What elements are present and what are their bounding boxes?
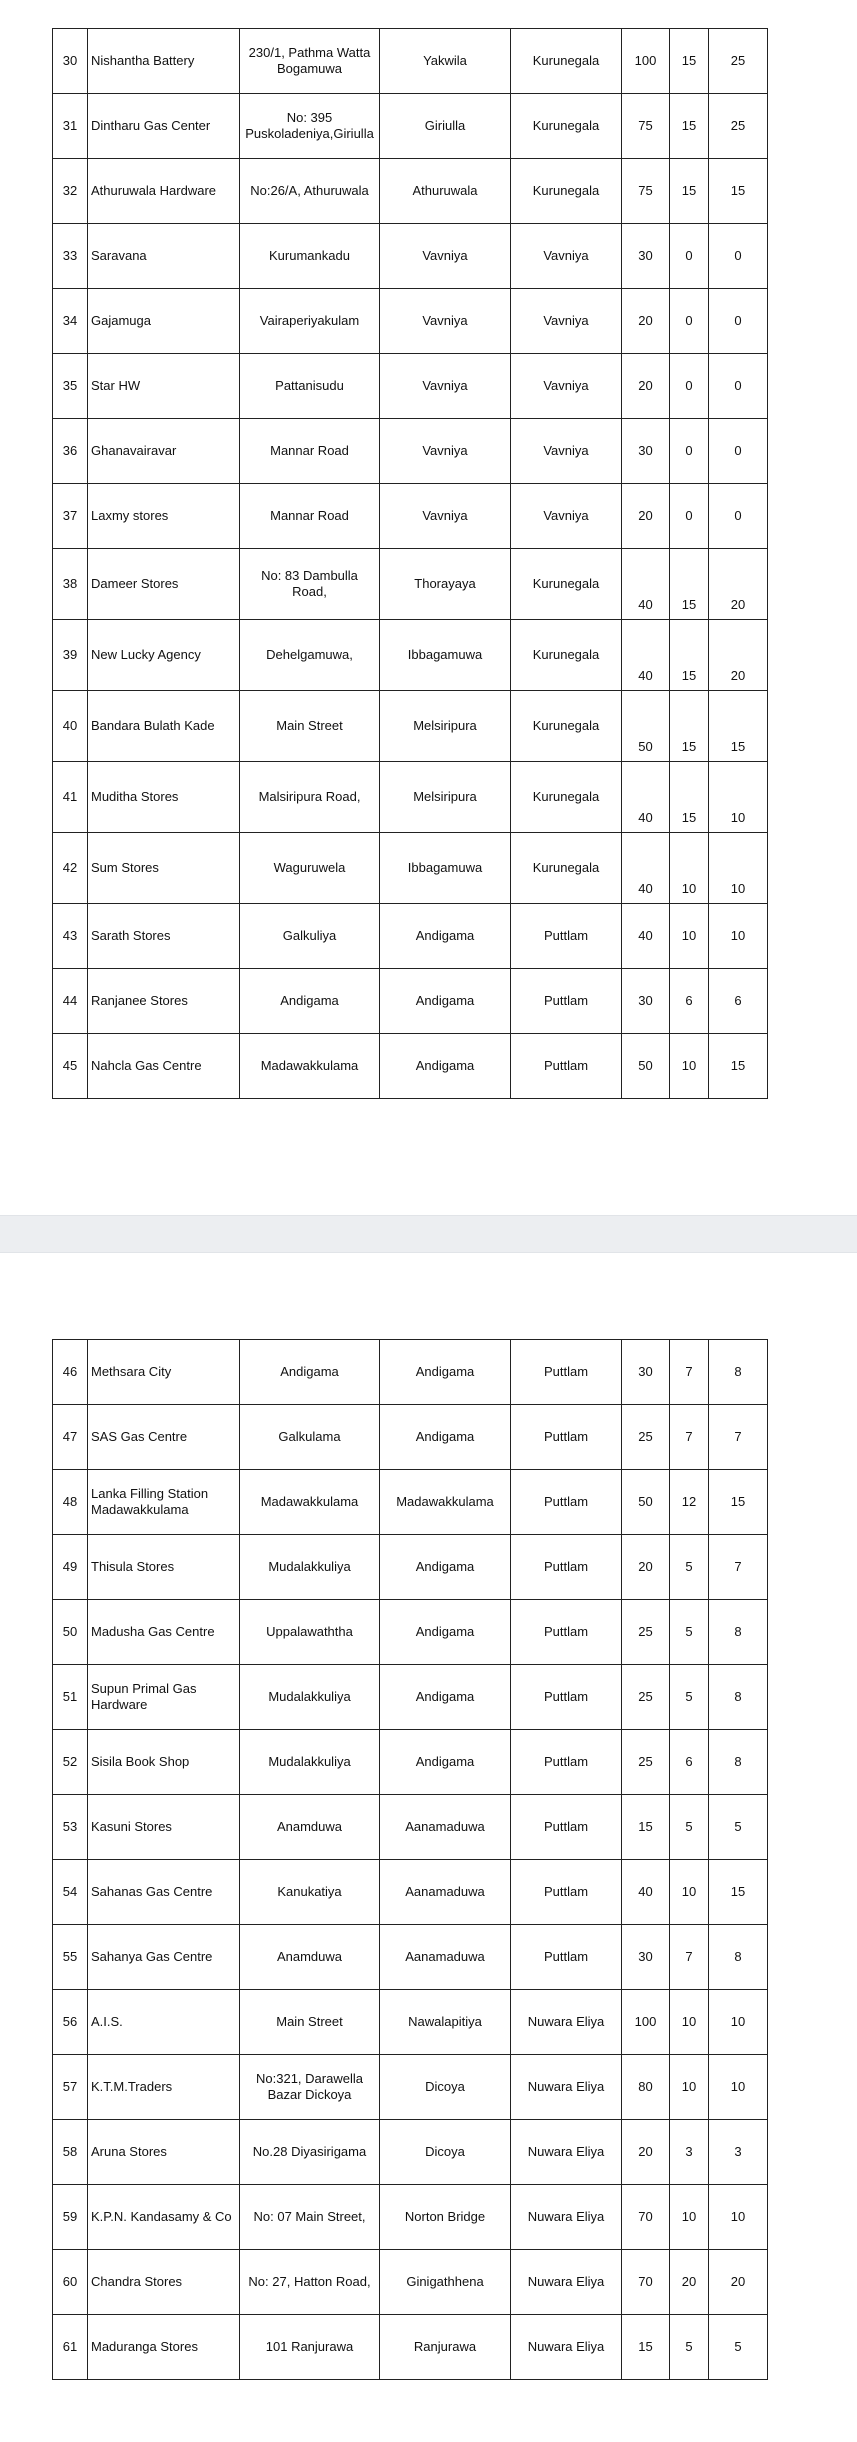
quantity-1-cell: 25 (622, 1600, 670, 1665)
quantity-3-cell: 0 (709, 289, 768, 354)
row-number-cell: 41 (53, 762, 88, 833)
table-row (53, 289, 768, 354)
table-row (53, 159, 768, 224)
quantity-3-cell: 10 (709, 762, 768, 833)
row-number-cell: 31 (53, 94, 88, 159)
quantity-1-cell: 20 (622, 484, 670, 549)
dealer-district-cell: Nuwara Eliya (511, 2185, 622, 2250)
dealer-address-cell: Mudalakkuliya (240, 1535, 380, 1600)
dealer-name-cell: New Lucky Agency (88, 620, 240, 691)
table-row (53, 549, 768, 620)
dealer-address-cell: No:321, Darawella Bazar Dickoya (240, 2055, 380, 2120)
quantity-1-cell: 20 (622, 354, 670, 419)
quantity-2-cell: 0 (670, 419, 709, 484)
quantity-3-cell: 10 (709, 833, 768, 904)
dealer-district-cell: Puttlam (511, 1925, 622, 1990)
quantity-1-cell: 100 (622, 1990, 670, 2055)
quantity-1-cell: 30 (622, 419, 670, 484)
dealer-address-cell: Anamduwa (240, 1925, 380, 1990)
quantity-2-cell: 6 (670, 1730, 709, 1795)
dealer-town-cell: Thorayaya (380, 549, 511, 620)
dealer-address-cell: Main Street (240, 691, 380, 762)
table-row (53, 2315, 768, 2380)
quantity-1-cell: 75 (622, 94, 670, 159)
table-row (53, 1730, 768, 1795)
dealer-name-cell: Athuruwala Hardware (88, 159, 240, 224)
dealer-address-cell: Vairaperiyakulam (240, 289, 380, 354)
quantity-1-cell: 20 (622, 1535, 670, 1600)
row-number-cell: 55 (53, 1925, 88, 1990)
quantity-1-cell: 100 (622, 29, 670, 94)
dealer-name-cell: Sahanya Gas Centre (88, 1925, 240, 1990)
dealer-district-cell: Puttlam (511, 1034, 622, 1099)
dealer-district-cell: Kurunegala (511, 159, 622, 224)
dealer-town-cell: Andigama (380, 1600, 511, 1665)
quantity-1-cell: 40 (622, 762, 670, 833)
dealer-district-cell: Puttlam (511, 1340, 622, 1405)
quantity-2-cell: 0 (670, 354, 709, 419)
quantity-1-cell: 40 (622, 549, 670, 620)
row-number-cell: 44 (53, 969, 88, 1034)
dealer-town-cell: Aanamaduwa (380, 1925, 511, 1990)
dealer-name-cell: Gajamuga (88, 289, 240, 354)
quantity-3-cell: 15 (709, 1470, 768, 1535)
table-row (53, 224, 768, 289)
dealer-name-cell: K.T.M.Traders (88, 2055, 240, 2120)
dealer-name-cell: Supun Primal Gas Hardware (88, 1665, 240, 1730)
dealer-district-cell: Vavniya (511, 354, 622, 419)
quantity-1-cell: 80 (622, 2055, 670, 2120)
row-number-cell: 37 (53, 484, 88, 549)
row-number-cell: 45 (53, 1034, 88, 1099)
dealer-district-cell: Vavniya (511, 224, 622, 289)
dealer-name-cell: Nishantha Battery (88, 29, 240, 94)
row-number-cell: 52 (53, 1730, 88, 1795)
quantity-1-cell: 40 (622, 904, 670, 969)
quantity-3-cell: 15 (709, 1860, 768, 1925)
table-row (53, 762, 768, 833)
dealer-district-cell: Kurunegala (511, 94, 622, 159)
table-body (53, 29, 768, 1099)
dealer-name-cell: Madusha Gas Centre (88, 1600, 240, 1665)
dealer-district-cell: Puttlam (511, 904, 622, 969)
quantity-3-cell: 0 (709, 484, 768, 549)
quantity-2-cell: 0 (670, 224, 709, 289)
quantity-1-cell: 30 (622, 969, 670, 1034)
dealer-name-cell: Aruna Stores (88, 2120, 240, 2185)
document-page-1 (0, 0, 857, 1215)
page-separator (0, 1215, 857, 1253)
quantity-1-cell: 40 (622, 620, 670, 691)
row-number-cell: 48 (53, 1470, 88, 1535)
dealer-town-cell: Yakwila (380, 29, 511, 94)
dealer-table (52, 1339, 768, 2380)
quantity-2-cell: 5 (670, 1665, 709, 1730)
dealer-address-cell: No:26/A, Athuruwala (240, 159, 380, 224)
dealer-address-cell: Uppalawaththa (240, 1600, 380, 1665)
table-row (53, 1470, 768, 1535)
dealer-name-cell: Bandara Bulath Kade (88, 691, 240, 762)
dealer-town-cell: Giriulla (380, 94, 511, 159)
quantity-2-cell: 10 (670, 1990, 709, 2055)
table-row (53, 1034, 768, 1099)
document-page-2 (0, 1253, 857, 2442)
dealer-district-cell: Vavniya (511, 484, 622, 549)
table-row (53, 620, 768, 691)
dealer-name-cell: Dameer Stores (88, 549, 240, 620)
dealer-address-cell: No: 395 Puskoladeniya,Giriulla (240, 94, 380, 159)
quantity-2-cell: 10 (670, 2185, 709, 2250)
dealer-address-cell: Mannar Road (240, 419, 380, 484)
quantity-3-cell: 7 (709, 1535, 768, 1600)
row-number-cell: 57 (53, 2055, 88, 2120)
dealer-town-cell: Andigama (380, 1034, 511, 1099)
dealer-district-cell: Puttlam (511, 1730, 622, 1795)
quantity-2-cell: 10 (670, 1034, 709, 1099)
dealer-town-cell: Andigama (380, 1535, 511, 1600)
table-row (53, 2120, 768, 2185)
dealer-name-cell: Sum Stores (88, 833, 240, 904)
row-number-cell: 34 (53, 289, 88, 354)
row-number-cell: 51 (53, 1665, 88, 1730)
dealer-table (52, 28, 768, 1099)
dealer-town-cell: Vavniya (380, 419, 511, 484)
table-row (53, 94, 768, 159)
row-number-cell: 43 (53, 904, 88, 969)
quantity-1-cell: 30 (622, 224, 670, 289)
quantity-2-cell: 7 (670, 1925, 709, 1990)
dealer-address-cell: Main Street (240, 1990, 380, 2055)
table-row (53, 691, 768, 762)
table-body (53, 1340, 768, 2380)
table-row (53, 969, 768, 1034)
table-row (53, 29, 768, 94)
row-number-cell: 56 (53, 1990, 88, 2055)
quantity-2-cell: 15 (670, 29, 709, 94)
row-number-cell: 60 (53, 2250, 88, 2315)
table-row (53, 1665, 768, 1730)
dealer-district-cell: Kurunegala (511, 833, 622, 904)
table-row (53, 1535, 768, 1600)
dealer-name-cell: Ghanavairavar (88, 419, 240, 484)
quantity-3-cell: 20 (709, 2250, 768, 2315)
quantity-1-cell: 40 (622, 833, 670, 904)
row-number-cell: 54 (53, 1860, 88, 1925)
table-row (53, 1990, 768, 2055)
dealer-name-cell: Sahanas Gas Centre (88, 1860, 240, 1925)
dealer-name-cell: K.P.N. Kandasamy & Co (88, 2185, 240, 2250)
dealer-town-cell: Melsiripura (380, 762, 511, 833)
table-row (53, 904, 768, 969)
row-number-cell: 53 (53, 1795, 88, 1860)
dealer-name-cell: Muditha Stores (88, 762, 240, 833)
dealer-district-cell: Kurunegala (511, 620, 622, 691)
quantity-3-cell: 20 (709, 549, 768, 620)
dealer-address-cell: No: 83 Dambulla Road, (240, 549, 380, 620)
dealer-name-cell: Methsara City (88, 1340, 240, 1405)
dealer-town-cell: Andigama (380, 1730, 511, 1795)
dealer-district-cell: Nuwara Eliya (511, 2315, 622, 2380)
quantity-3-cell: 6 (709, 969, 768, 1034)
dealer-town-cell: Madawakkulama (380, 1470, 511, 1535)
quantity-3-cell: 5 (709, 1795, 768, 1860)
dealer-address-cell: Mudalakkuliya (240, 1665, 380, 1730)
dealer-town-cell: Melsiripura (380, 691, 511, 762)
quantity-2-cell: 15 (670, 549, 709, 620)
quantity-1-cell: 75 (622, 159, 670, 224)
dealer-address-cell: Andigama (240, 969, 380, 1034)
table-row (53, 1600, 768, 1665)
dealer-district-cell: Nuwara Eliya (511, 2055, 622, 2120)
quantity-1-cell: 40 (622, 1860, 670, 1925)
dealer-address-cell: No: 27, Hatton Road, (240, 2250, 380, 2315)
dealer-address-cell: Anamduwa (240, 1795, 380, 1860)
quantity-1-cell: 25 (622, 1665, 670, 1730)
dealer-name-cell: Laxmy stores (88, 484, 240, 549)
quantity-2-cell: 15 (670, 94, 709, 159)
quantity-3-cell: 0 (709, 224, 768, 289)
quantity-1-cell: 70 (622, 2250, 670, 2315)
dealer-address-cell: Madawakkulama (240, 1034, 380, 1099)
quantity-2-cell: 10 (670, 1860, 709, 1925)
dealer-address-cell: Andigama (240, 1340, 380, 1405)
dealer-town-cell: Vavniya (380, 289, 511, 354)
dealer-district-cell: Puttlam (511, 1665, 622, 1730)
dealer-town-cell: Andigama (380, 904, 511, 969)
dealer-district-cell: Kurunegala (511, 691, 622, 762)
quantity-2-cell: 15 (670, 620, 709, 691)
quantity-2-cell: 7 (670, 1340, 709, 1405)
dealer-address-cell: Mannar Road (240, 484, 380, 549)
row-number-cell: 32 (53, 159, 88, 224)
quantity-1-cell: 25 (622, 1405, 670, 1470)
row-number-cell: 50 (53, 1600, 88, 1665)
dealer-name-cell: Kasuni Stores (88, 1795, 240, 1860)
quantity-3-cell: 8 (709, 1665, 768, 1730)
dealer-town-cell: Ibbagamuwa (380, 833, 511, 904)
table-row (53, 833, 768, 904)
row-number-cell: 42 (53, 833, 88, 904)
dealer-name-cell: Lanka Filling Station Madawakkulama (88, 1470, 240, 1535)
row-number-cell: 40 (53, 691, 88, 762)
table-row (53, 1860, 768, 1925)
quantity-3-cell: 10 (709, 2055, 768, 2120)
quantity-1-cell: 30 (622, 1925, 670, 1990)
table-row (53, 2055, 768, 2120)
dealer-district-cell: Kurunegala (511, 549, 622, 620)
row-number-cell: 30 (53, 29, 88, 94)
quantity-3-cell: 0 (709, 419, 768, 484)
dealer-address-cell: 101 Ranjurawa (240, 2315, 380, 2380)
dealer-address-cell: Kurumankadu (240, 224, 380, 289)
quantity-1-cell: 50 (622, 1470, 670, 1535)
quantity-2-cell: 20 (670, 2250, 709, 2315)
dealer-district-cell: Puttlam (511, 1535, 622, 1600)
row-number-cell: 35 (53, 354, 88, 419)
quantity-1-cell: 50 (622, 1034, 670, 1099)
row-number-cell: 38 (53, 549, 88, 620)
dealer-name-cell: Saravana (88, 224, 240, 289)
quantity-2-cell: 5 (670, 1535, 709, 1600)
dealer-address-cell: Mudalakkuliya (240, 1730, 380, 1795)
quantity-1-cell: 50 (622, 691, 670, 762)
dealer-name-cell: Star HW (88, 354, 240, 419)
dealer-town-cell: Andigama (380, 1405, 511, 1470)
quantity-1-cell: 70 (622, 2185, 670, 2250)
quantity-2-cell: 3 (670, 2120, 709, 2185)
row-number-cell: 49 (53, 1535, 88, 1600)
quantity-2-cell: 5 (670, 1600, 709, 1665)
dealer-address-cell: Madawakkulama (240, 1470, 380, 1535)
dealer-town-cell: Dicoya (380, 2055, 511, 2120)
dealer-town-cell: Vavniya (380, 354, 511, 419)
quantity-2-cell: 15 (670, 691, 709, 762)
dealer-town-cell: Andigama (380, 1665, 511, 1730)
quantity-2-cell: 5 (670, 1795, 709, 1860)
quantity-2-cell: 0 (670, 289, 709, 354)
quantity-3-cell: 0 (709, 354, 768, 419)
quantity-3-cell: 20 (709, 620, 768, 691)
quantity-1-cell: 25 (622, 1730, 670, 1795)
dealer-town-cell: Norton Bridge (380, 2185, 511, 2250)
quantity-1-cell: 30 (622, 1340, 670, 1405)
quantity-3-cell: 10 (709, 2185, 768, 2250)
table-row (53, 1925, 768, 1990)
dealer-district-cell: Nuwara Eliya (511, 1990, 622, 2055)
quantity-3-cell: 10 (709, 1990, 768, 2055)
dealer-town-cell: Vavniya (380, 224, 511, 289)
quantity-2-cell: 10 (670, 2055, 709, 2120)
quantity-3-cell: 3 (709, 2120, 768, 2185)
row-number-cell: 47 (53, 1405, 88, 1470)
quantity-2-cell: 6 (670, 969, 709, 1034)
dealer-address-cell: Galkuliya (240, 904, 380, 969)
dealer-district-cell: Kurunegala (511, 762, 622, 833)
dealer-address-cell: Kanukatiya (240, 1860, 380, 1925)
row-number-cell: 46 (53, 1340, 88, 1405)
dealer-name-cell: Dintharu Gas Center (88, 94, 240, 159)
dealer-town-cell: Ibbagamuwa (380, 620, 511, 691)
row-number-cell: 59 (53, 2185, 88, 2250)
dealer-district-cell: Nuwara Eliya (511, 2250, 622, 2315)
dealer-town-cell: Andigama (380, 969, 511, 1034)
dealer-name-cell: Ranjanee Stores (88, 969, 240, 1034)
quantity-3-cell: 10 (709, 904, 768, 969)
dealer-name-cell: Nahcla Gas Centre (88, 1034, 240, 1099)
quantity-2-cell: 15 (670, 159, 709, 224)
quantity-3-cell: 8 (709, 1600, 768, 1665)
quantity-1-cell: 20 (622, 2120, 670, 2185)
table-row (53, 2250, 768, 2315)
quantity-2-cell: 0 (670, 484, 709, 549)
dealer-district-cell: Puttlam (511, 969, 622, 1034)
row-number-cell: 58 (53, 2120, 88, 2185)
quantity-3-cell: 25 (709, 94, 768, 159)
dealer-name-cell: Sarath Stores (88, 904, 240, 969)
quantity-1-cell: 15 (622, 2315, 670, 2380)
row-number-cell: 61 (53, 2315, 88, 2380)
dealer-address-cell: 230/1, Pathma Watta Bogamuwa (240, 29, 380, 94)
quantity-3-cell: 5 (709, 2315, 768, 2380)
dealer-district-cell: Kurunegala (511, 29, 622, 94)
dealer-town-cell: Ranjurawa (380, 2315, 511, 2380)
dealer-district-cell: Vavniya (511, 419, 622, 484)
quantity-2-cell: 10 (670, 833, 709, 904)
dealer-town-cell: Ginigathhena (380, 2250, 511, 2315)
dealer-name-cell: SAS Gas Centre (88, 1405, 240, 1470)
table-row (53, 2185, 768, 2250)
dealer-name-cell: Sisila Book Shop (88, 1730, 240, 1795)
dealer-town-cell: Athuruwala (380, 159, 511, 224)
quantity-3-cell: 25 (709, 29, 768, 94)
table-row (53, 484, 768, 549)
row-number-cell: 39 (53, 620, 88, 691)
dealer-address-cell: Malsiripura Road, (240, 762, 380, 833)
quantity-2-cell: 7 (670, 1405, 709, 1470)
dealer-town-cell: Nawalapitiya (380, 1990, 511, 2055)
dealer-name-cell: A.I.S. (88, 1990, 240, 2055)
table-row (53, 1795, 768, 1860)
row-number-cell: 33 (53, 224, 88, 289)
dealer-town-cell: Aanamaduwa (380, 1795, 511, 1860)
quantity-2-cell: 12 (670, 1470, 709, 1535)
dealer-town-cell: Vavniya (380, 484, 511, 549)
dealer-address-cell: Waguruwela (240, 833, 380, 904)
dealer-address-cell: Dehelgamuwa, (240, 620, 380, 691)
quantity-3-cell: 15 (709, 691, 768, 762)
table-row (53, 1405, 768, 1470)
dealer-district-cell: Puttlam (511, 1405, 622, 1470)
dealer-address-cell: Pattanisudu (240, 354, 380, 419)
dealer-district-cell: Nuwara Eliya (511, 2120, 622, 2185)
quantity-1-cell: 15 (622, 1795, 670, 1860)
table-row (53, 419, 768, 484)
quantity-3-cell: 15 (709, 159, 768, 224)
dealer-name-cell: Maduranga Stores (88, 2315, 240, 2380)
dealer-address-cell: No.28 Diyasirigama (240, 2120, 380, 2185)
dealer-district-cell: Puttlam (511, 1860, 622, 1925)
dealer-district-cell: Puttlam (511, 1795, 622, 1860)
dealer-district-cell: Puttlam (511, 1470, 622, 1535)
quantity-1-cell: 20 (622, 289, 670, 354)
dealer-town-cell: Dicoya (380, 2120, 511, 2185)
dealer-address-cell: Galkulama (240, 1405, 380, 1470)
table-row (53, 354, 768, 419)
dealer-name-cell: Chandra Stores (88, 2250, 240, 2315)
quantity-2-cell: 15 (670, 762, 709, 833)
dealer-town-cell: Aanamaduwa (380, 1860, 511, 1925)
quantity-2-cell: 10 (670, 904, 709, 969)
dealer-name-cell: Thisula Stores (88, 1535, 240, 1600)
quantity-3-cell: 8 (709, 1340, 768, 1405)
dealer-town-cell: Andigama (380, 1340, 511, 1405)
quantity-3-cell: 7 (709, 1405, 768, 1470)
quantity-3-cell: 8 (709, 1925, 768, 1990)
quantity-2-cell: 5 (670, 2315, 709, 2380)
dealer-address-cell: No: 07 Main Street, (240, 2185, 380, 2250)
quantity-3-cell: 8 (709, 1730, 768, 1795)
table-row (53, 1340, 768, 1405)
quantity-3-cell: 15 (709, 1034, 768, 1099)
row-number-cell: 36 (53, 419, 88, 484)
dealer-district-cell: Vavniya (511, 289, 622, 354)
dealer-district-cell: Puttlam (511, 1600, 622, 1665)
